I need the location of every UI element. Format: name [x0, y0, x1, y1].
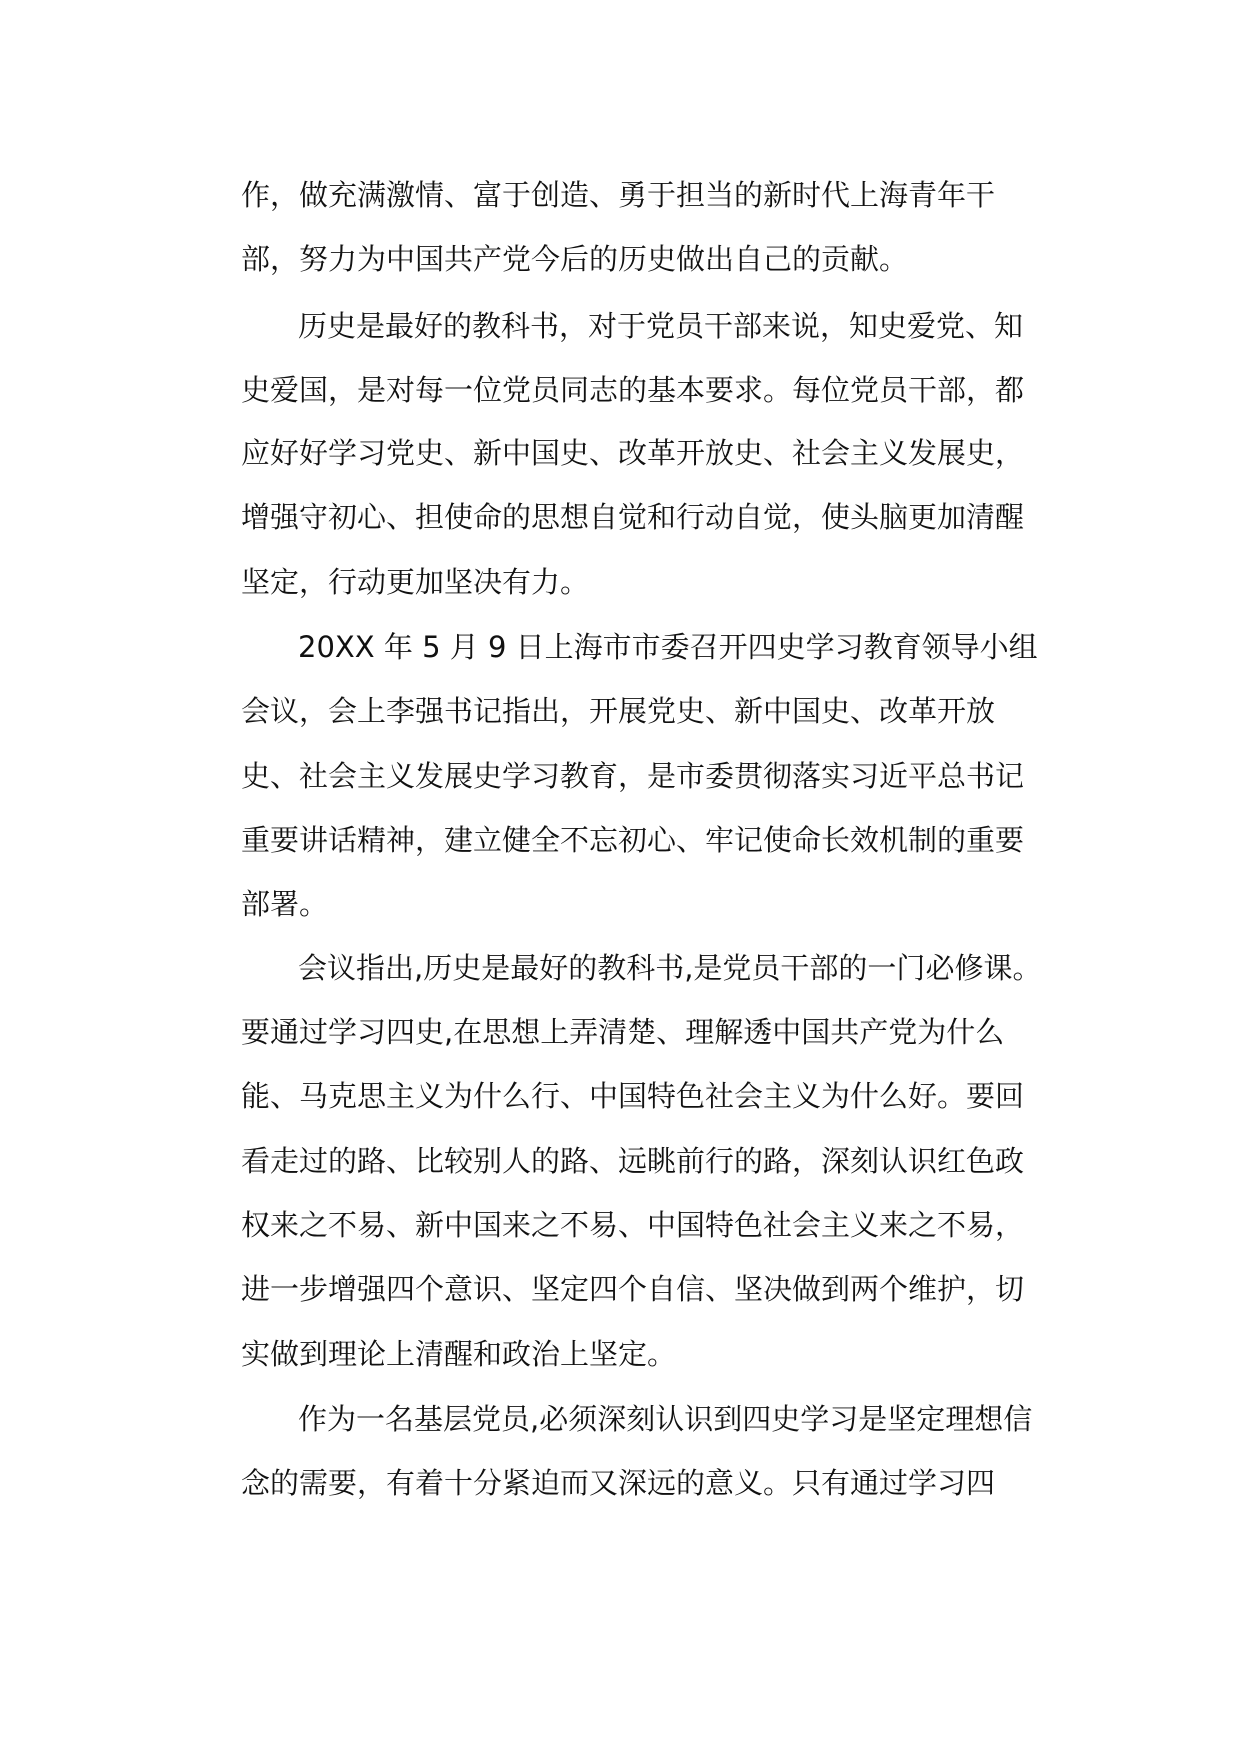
text-line: 进一步增强四个意识、坚定四个自信、坚决做到两个维护，切 [241, 1272, 1025, 1306]
text-line: 增强守初心、担使命的思想自觉和行动自觉，使头脑更加清醒 [241, 500, 1025, 534]
text-line: 史爱国，是对每一位党员同志的基本要求。每位党员干部，都 [241, 373, 1025, 407]
text-line: 作为一名基层党员,必须深刻认识到四史学习是坚定理想信 [298, 1402, 1033, 1436]
text-line: 应好好学习党史、新中国史、改革开放史、社会主义发展史， [241, 436, 1025, 470]
text-line: 实做到理论上清醒和政治上坚定。 [241, 1337, 677, 1371]
text-line: 重要讲话精神，建立健全不忘初心、牢记使命长效机制的重要 [241, 823, 1025, 857]
text-line: 作，做充满激情、富于创造、勇于担当的新时代上海青年干 [241, 178, 996, 212]
text-line: 史、社会主义发展史学习教育，是市委贯彻落实习近平总书记 [241, 759, 1025, 793]
text-line: 20XX 年 5 月 9 日上海市市委召开四史学习教育领导小组 [298, 630, 1038, 664]
text-line: 历史是最好的教科书，对于党员干部来说，知史爱党、知 [298, 309, 1024, 343]
text-line: 会议指出,历史是最好的教科书,是党员干部的一门必修课。 [298, 951, 1042, 985]
text-line: 念的需要，有着十分紧迫而又深远的意义。只有通过学习四 [241, 1466, 996, 1500]
text-line: 权来之不易、新中国来之不易、中国特色社会主义来之不易， [241, 1208, 1025, 1242]
text-line: 部署。 [241, 887, 329, 921]
text-line: 能、马克思主义为什么行、中国特色社会主义为什么好。要回 [241, 1079, 1025, 1113]
text-line: 会议，会上李强书记指出，开展党史、新中国史、改革开放 [241, 694, 996, 728]
text-line: 看走过的路、比较别人的路、远眺前行的路，深刻认识红色政 [241, 1144, 1025, 1178]
text-line: 部，努力为中国共产党今后的历史做出自己的贡献。 [241, 242, 909, 276]
text-line: 坚定，行动更加坚决有力。 [241, 565, 590, 599]
text-line: 要通过学习四史,在思想上弄清楚、理解透中国共产党为什么 [241, 1015, 1005, 1049]
